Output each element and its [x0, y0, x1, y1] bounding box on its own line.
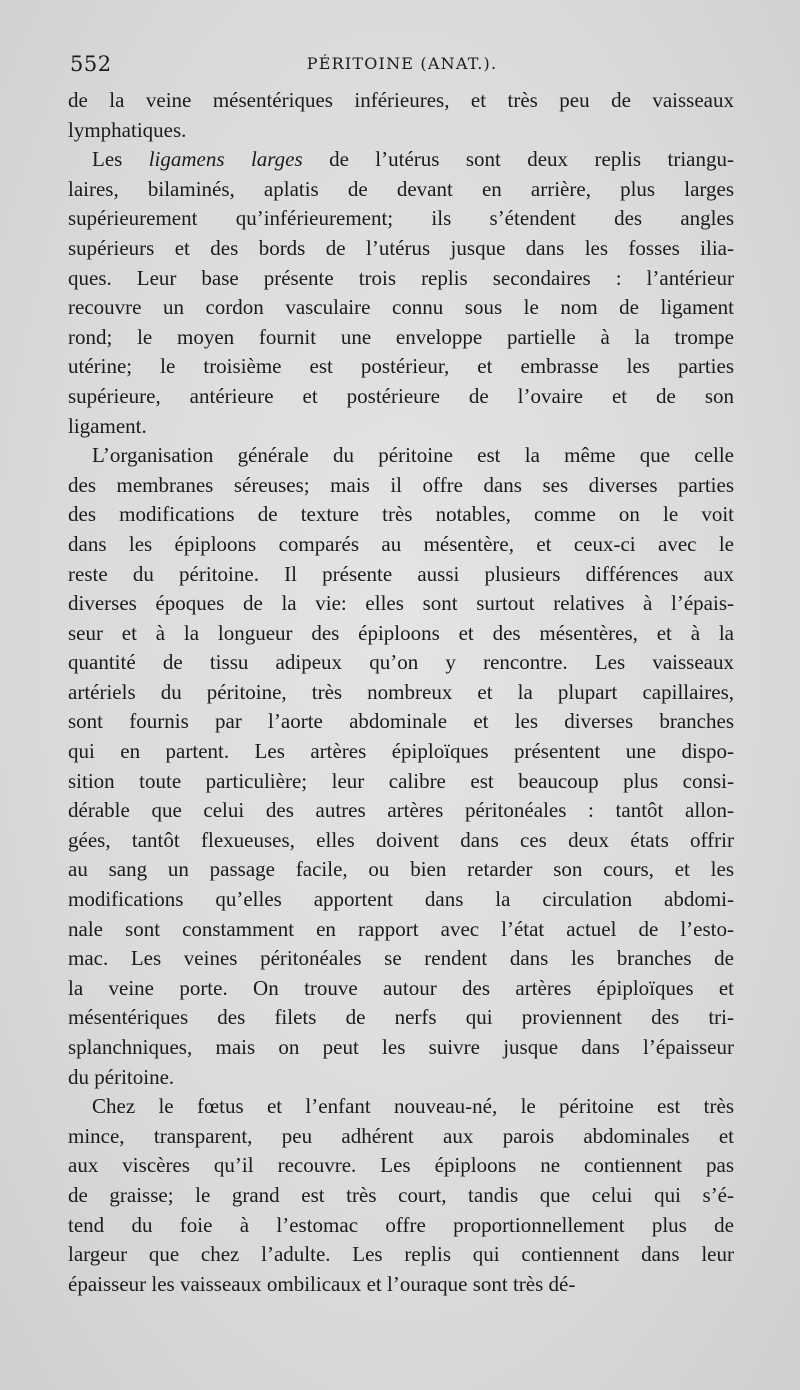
body-text	[68, 86, 734, 1299]
text-line: mac. Les veines péritonéales se rendent dans les branches de	[68, 946, 734, 971]
text-line: sition toute particulière; leur calibre est beaucoup plus consi-	[68, 768, 734, 793]
text-line: de la veine mésentériques inférieures, et très peu de vaisseaux	[68, 88, 734, 112]
text-line: artériels du péritoine, très nombreux et la plupart capillaires,	[68, 679, 734, 704]
text-run: Les	[92, 147, 149, 172]
text-line: qui en partent. Les artères épiploïques présentent une dispo-	[68, 739, 734, 764]
text-line: largeur que chez l’adulte. Les replis qui contiennent dans leur	[68, 1242, 734, 1267]
text-line: Chez le fœtus et l’enfant nouveau-né, le péritoine est très	[92, 1094, 734, 1119]
text-line: des membranes séreuses; mais il offre dans ses diverses parties	[68, 472, 734, 497]
text-line: utérine; le troisième est postérieur, et embrasse les parties	[68, 354, 734, 379]
text-line: supérieurement qu’inférieurement; ils s’étendent des angles	[68, 206, 734, 231]
paragraph	[68, 441, 734, 1092]
text-line: nale sont constamment en rapport avec l’état actuel de l’esto-	[68, 916, 734, 941]
text-line: modifications qu’elles apportent dans la circulation abdomi-	[68, 887, 734, 912]
text-line: reste du péritoine. Il présente aussi plusieurs différences aux	[68, 561, 734, 586]
text-line: des modifications de texture très notables, comme on le voit	[68, 502, 734, 527]
text-line: rond; le moyen fournit une enveloppe partielle à la trompe	[68, 324, 734, 349]
text-line: quantité de tissu adipeux qu’on y rencontre. Les vaisseaux	[68, 650, 734, 675]
text-line: L’organisation générale du péritoine est la même que celle	[92, 443, 734, 468]
text-line: supérieurs et des bords de l’utérus jusque dans les fosses ilia-	[68, 235, 734, 260]
text-line: tend du foie à l’estomac offre proportionnellement plus de	[68, 1212, 734, 1237]
text-line: dérable que celui des autres artères péritonéales : tantôt allon-	[68, 798, 734, 823]
paragraph	[68, 1092, 734, 1299]
page-number: 552	[70, 52, 112, 76]
text-line: gées, tantôt flexueuses, elles doivent dans ces deux états offrir	[68, 827, 734, 852]
text-line: dans les épiploons comparés au mésentère, et ceux-ci avec le	[68, 531, 734, 556]
text-line: épaisseur les vaisseaux ombilicaux et l’ouraque sont très dé-	[68, 1271, 576, 1296]
text-line: supérieure, antérieure et postérieure de l’ovaire et de son	[68, 383, 734, 408]
text-line: seur et à la longueur des épiploons et des mésentères, et à la	[68, 620, 734, 645]
text-line: recouvre un cordon vasculaire connu sous le nom de ligament	[68, 295, 734, 320]
text-line: diverses époques de la vie: elles sont surtout relatives à l’épais-	[68, 591, 734, 616]
text-line: ques. Leur base présente trois replis secondaires : l’antérieur	[68, 265, 734, 290]
text-line: mésentériques des filets de nerfs qui proviennent des tri-	[68, 1005, 734, 1030]
paragraph	[68, 86, 734, 145]
text-line: du péritoine.	[68, 1064, 175, 1089]
running-title: PÉRITOINE (ANAT.).	[306, 54, 498, 73]
page-header	[70, 52, 734, 82]
text-line: de graisse; le grand est très court, tandis que celui qui s’é-	[68, 1182, 734, 1207]
text-line: laires, bilaminés, aplatis de devant en arrière, plus larges	[68, 176, 734, 201]
text-line: lymphatiques.	[68, 117, 187, 142]
text-line: ligament.	[68, 413, 147, 438]
text-line: sont fournis par l’aorte abdominale et les diverses branches	[68, 709, 734, 734]
text-run: de l’utérus sont deux replis triangu-	[302, 147, 734, 172]
italic-term: ligamens larges	[148, 147, 303, 172]
text-line: aux viscères qu’il recouvre. Les épiploons ne contiennent pas	[68, 1153, 734, 1178]
text-line: la veine porte. On trouve autour des artères épiploïques et	[68, 975, 734, 1000]
text-line	[68, 145, 734, 175]
text-line: mince, transparent, peu adhérent aux parois abdominales et	[68, 1123, 734, 1148]
text-line: au sang un passage facile, ou bien retarder son cours, et les	[68, 857, 734, 882]
paragraph	[68, 145, 734, 441]
text-line: splanchniques, mais on peut les suivre jusque dans l’épaisseur	[68, 1035, 734, 1059]
